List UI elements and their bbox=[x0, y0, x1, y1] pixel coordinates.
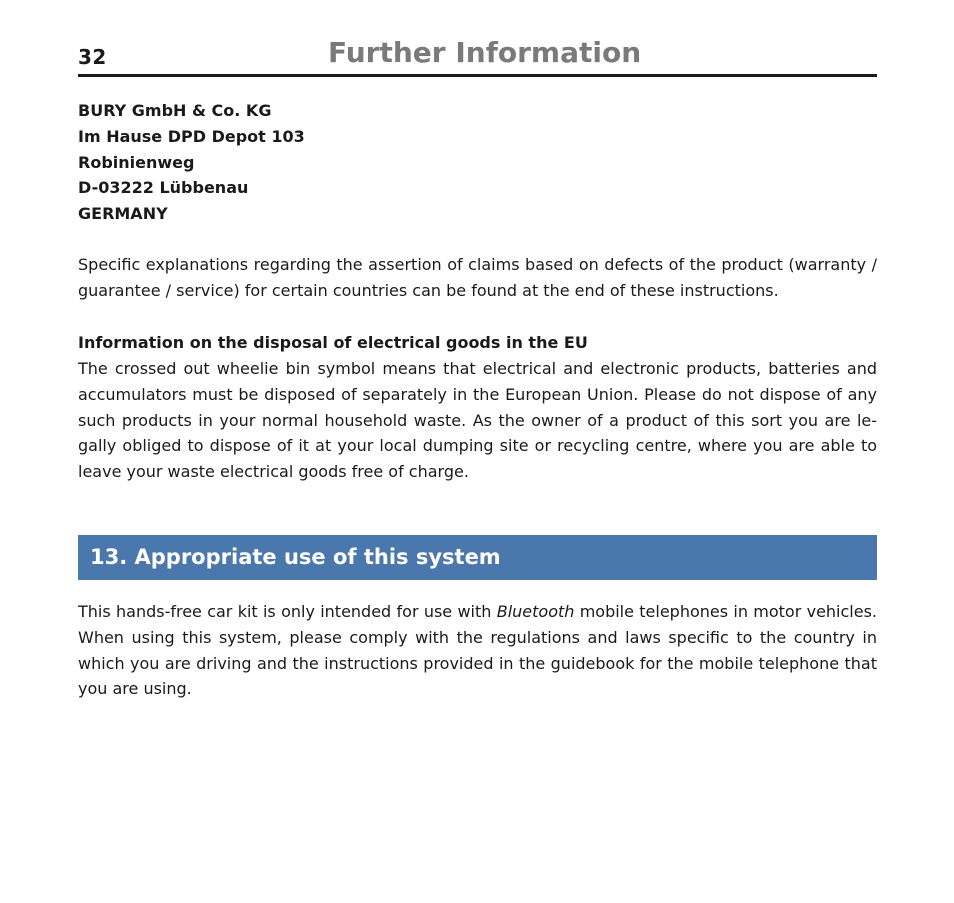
use-text-end: mobile telephones in motor vehicles. When using this system, please comply with the regulations and laws specific to the country in which you are driving and the instructions provided in the guidebook for the mobile telephone that you are using. bbox=[78, 602, 878, 699]
bluetooth-term: Bluetooth bbox=[496, 602, 575, 621]
page-title: Further Information bbox=[328, 36, 642, 69]
address-line-company: BURY GmbH & Co. KG bbox=[78, 101, 272, 120]
address-line-country: GERMANY bbox=[78, 204, 168, 224]
page-number: 32 bbox=[78, 45, 107, 69]
section-title: 13. Appropriate use of this system bbox=[90, 545, 501, 569]
address-line-city: D-03222 Lübbenau bbox=[78, 178, 249, 198]
address-line-street: Robinienweg bbox=[78, 152, 195, 172]
appropriate-use-paragraph bbox=[78, 599, 877, 702]
section-heading-bar bbox=[78, 535, 877, 580]
page-header bbox=[78, 36, 877, 77]
use-text-start: This hands-free car kit is only intended for use with bbox=[78, 602, 497, 621]
warranty-paragraph: Specific explanations regarding the assertion of claims based on defects of the product (warranty / guarantee / service) for certain countries can be found at the end of these instructions. bbox=[78, 255, 877, 300]
disposal-heading: Information on the disposal of electrical goods in the EU bbox=[78, 333, 588, 352]
address-line-depot: Im Hause DPD Depot 103 bbox=[78, 126, 305, 146]
company-address bbox=[78, 98, 305, 227]
disposal-paragraph: The crossed out wheelie bin symbol means that electrical and electronic products, batteries and accumulators must be disposed of separately in the European Union. Please do not dispose of any such products in your normal household waste. As the owner of a product of this sort you are le-gally obliged to dispose of it at your local dumping site or recycling centre, where you are able to leave your waste electrical goods free of charge. bbox=[78, 359, 877, 482]
